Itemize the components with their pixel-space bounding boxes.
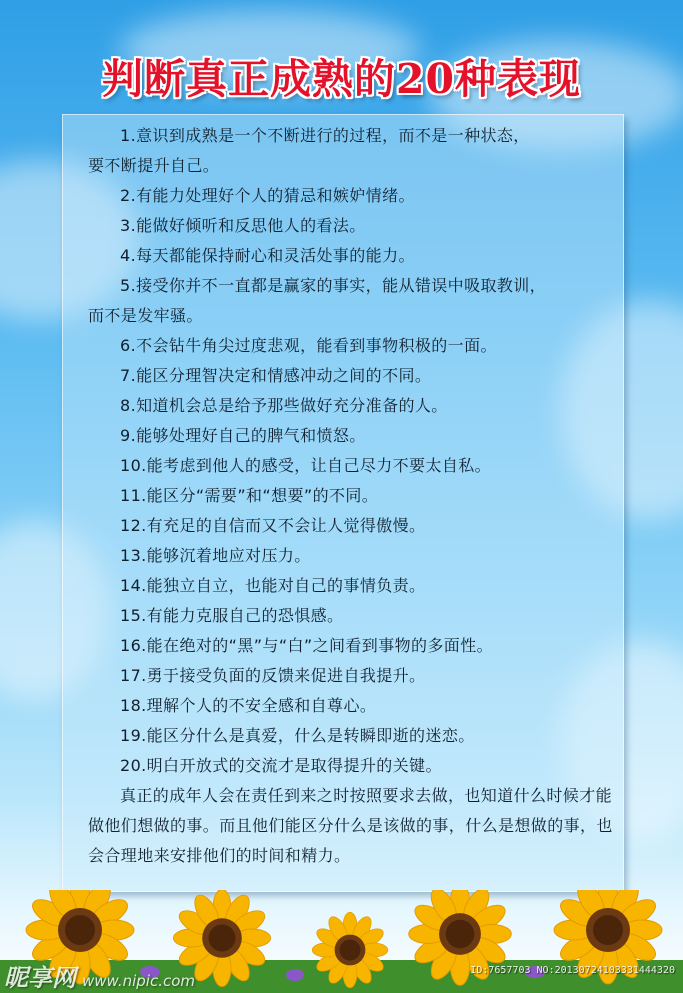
list-item: 3.能做好倾听和反思他人的看法。 xyxy=(120,216,366,235)
list-item-continuation: 而不是发牢骚。 xyxy=(88,306,203,325)
list-item: 11.能区分“需要”和“想要”的不同。 xyxy=(120,486,379,505)
list-item: 7.能区分理智决定和情感冲动之间的不同。 xyxy=(120,366,432,385)
list-item: 14.能独立自立，也能对自己的事情负责。 xyxy=(120,576,426,595)
list-item: 13.能够沉着地应对压力。 xyxy=(120,546,311,565)
list-item: 5.接受你并不一直都是赢家的事实，能从错误中吸取教训， 而不是发牢骚。 xyxy=(88,271,620,331)
list-item: 16.能在绝对的“黑”与“白”之间看到事物的多面性。 xyxy=(120,636,494,655)
watermark-url: www.nipic.com xyxy=(82,972,196,990)
list-item-continuation: 要不断提升自己。 xyxy=(88,156,220,175)
content-body xyxy=(88,121,620,871)
list-item: 9.能够处理好自己的脾气和愤怒。 xyxy=(120,426,366,445)
list-item: 20.明白开放式的交流才是取得提升的关键。 xyxy=(120,756,442,775)
watermark-brand: 昵享网 www.nipic.com xyxy=(4,964,196,992)
list-item: 1.意识到成熟是一个不断进行的过程，而不是一种状态， 要不断提升自己。 xyxy=(88,121,620,181)
closing-paragraph: 真正的成年人会在责任到来之时按照要求去做，也知道什么时候才能做他们想做的事。而且他们能区分什么是该做的事，什么是想做的事，也会合理地来安排他们的时间和精力。 xyxy=(88,786,613,865)
list-item: 10.能考虑到他人的感受，让自己尽力不要太自私。 xyxy=(120,456,492,475)
list-item: 8.知道机会总是给予那些做好充分准备的人。 xyxy=(120,396,448,415)
watermark-id: ID:7657703 NO:20130724103331444320 xyxy=(470,965,675,976)
list-item: 17.勇于接受负面的反馈来促进自我提升。 xyxy=(120,666,426,685)
list-item: 18.理解个人的不安全感和自尊心。 xyxy=(120,696,377,715)
list-item: 6.不会钻牛角尖过度悲观，能看到事物积极的一面。 xyxy=(120,336,497,355)
list-item: 2.有能力处理好个人的猜忌和嫉妒情绪。 xyxy=(120,186,415,205)
page-title: 判断真正成熟的20种表现 xyxy=(101,55,582,103)
list-item: 15.有能力克服自己的恐惧感。 xyxy=(120,606,344,625)
list-item: 4.每天都能保持耐心和灵活处事的能力。 xyxy=(120,246,415,265)
list-item: 19.能区分什么是真爱，什么是转瞬即逝的迷恋。 xyxy=(120,726,475,745)
list-item: 12.有充足的自信而又不会让人觉得傲慢。 xyxy=(120,516,426,535)
